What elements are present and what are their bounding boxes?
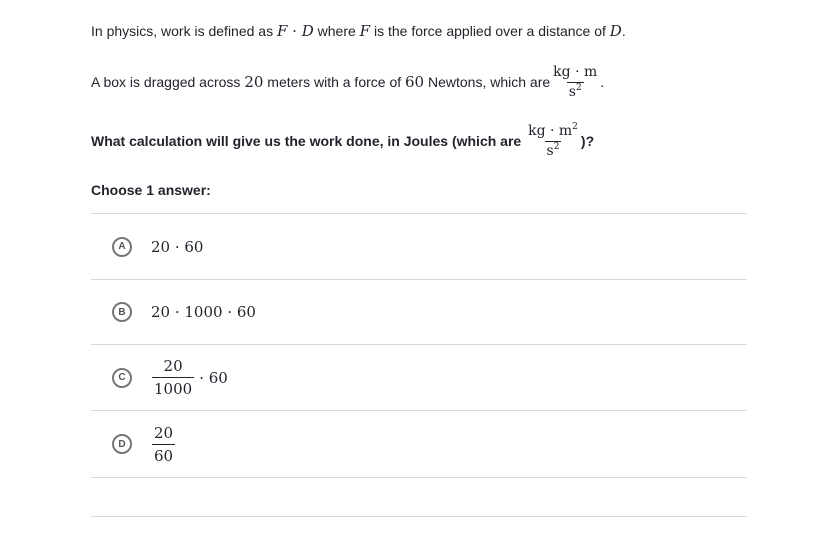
choice-d-numerator: 20 <box>154 423 174 442</box>
question-setup <box>91 62 604 102</box>
divider <box>91 516 747 517</box>
force-value: 60 <box>405 73 425 91</box>
choice-b[interactable] <box>91 280 747 344</box>
newton-unit-denominator <box>567 82 584 101</box>
den-base: s <box>546 142 554 159</box>
prompt-text-2: )? <box>580 133 595 149</box>
definition-text-3: is the force applied over a distance of <box>370 23 610 39</box>
choice-d-fraction <box>152 423 175 466</box>
setup-text-4: . <box>600 74 605 90</box>
joule-unit-fraction <box>526 123 580 160</box>
choice-d-denominator: 60 <box>152 444 175 466</box>
newton-unit-numerator: kg · m <box>553 63 598 80</box>
den-exponent: 2 <box>553 141 560 152</box>
choice-letter-a: A <box>112 237 132 257</box>
den-base: s <box>568 83 576 100</box>
force-variable: F <box>276 22 288 40</box>
choice-d[interactable] <box>91 411 747 477</box>
choice-c-fraction <box>152 356 194 399</box>
choice-c[interactable] <box>91 345 747 410</box>
distance-variable: D <box>301 22 314 40</box>
num-exponent: 2 <box>572 121 578 132</box>
distance-variable-2: D <box>609 22 622 40</box>
prompt-text-1: What calculation will give us the work done, in Joules (which are <box>91 133 526 149</box>
joule-unit-denominator <box>545 141 562 160</box>
setup-text-2: meters with a force of <box>263 74 406 90</box>
newton-unit-fraction <box>551 64 599 101</box>
choose-label: Choose 1 answer: <box>91 182 211 198</box>
definition-text-2: where <box>313 23 360 39</box>
choice-c-suffix: · 60 <box>199 368 228 387</box>
choice-a-text: 20 · 60 <box>151 237 204 256</box>
choice-letter-c: C <box>112 368 132 388</box>
choice-c-expression <box>151 356 228 399</box>
choice-c-denominator: 1000 <box>152 377 194 399</box>
setup-text-1: A box is dragged across <box>91 74 245 90</box>
joule-unit-numerator <box>526 123 580 141</box>
definition-text-4: . <box>621 23 626 39</box>
choice-c-numerator: 20 <box>163 357 183 375</box>
distance-value: 20 <box>244 73 264 91</box>
force-variable-2: F <box>359 22 371 40</box>
dot-operator: · <box>287 22 302 40</box>
setup-text-3: Newtons, which are <box>424 74 551 90</box>
den-exponent: 2 <box>575 82 582 93</box>
choice-a[interactable] <box>91 214 747 279</box>
num-base: kg · m <box>528 122 573 139</box>
choice-letter-b: B <box>112 302 132 322</box>
choice-letter-d: D <box>112 434 132 454</box>
divider <box>91 477 747 478</box>
question-prompt <box>91 120 594 162</box>
choice-b-text: 20 · 1000 · 60 <box>151 303 256 321</box>
definition-text-1: In physics, work is defined as <box>91 23 277 39</box>
question-definition <box>91 21 626 41</box>
choice-d-expression <box>151 423 176 466</box>
